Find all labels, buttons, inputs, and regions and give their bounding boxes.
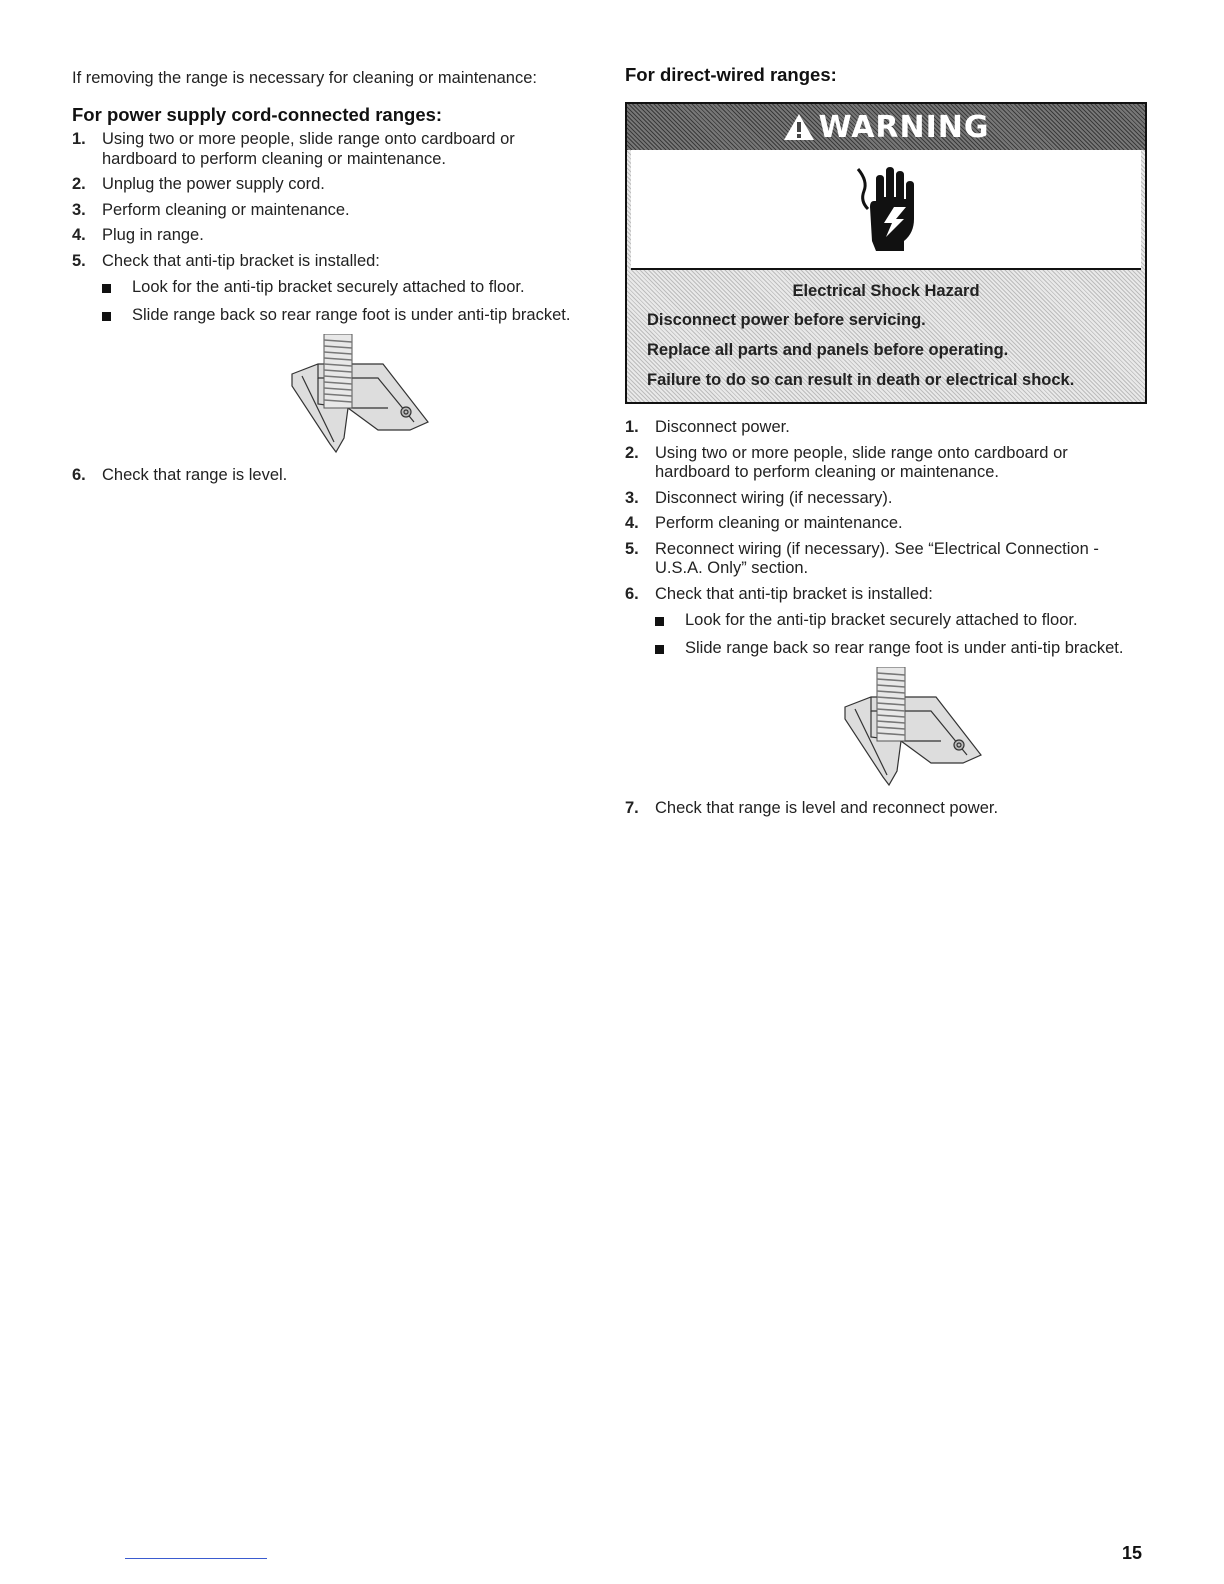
list-item: 6. Check that range is level. (72, 466, 288, 484)
list-item: 2. Using two or more people, slide range onto cardboard or hardboard to perform cleaning or maintenance. (625, 443, 1068, 481)
list-item: 7. Check that range is level and reconnect power. (625, 799, 999, 817)
warning-header (627, 104, 1145, 150)
bracket-check-bullets (655, 612, 1143, 657)
direct-wired-heading: For direct-wired ranges: (625, 64, 837, 85)
list-item: 2. Unplug the power supply cord. (72, 175, 325, 193)
cord-connected-steps (72, 130, 572, 486)
warning-line: Disconnect power before servicing. (647, 311, 926, 329)
cord-connected-heading: For power supply cord-connected ranges: (72, 104, 443, 125)
warning-icon-panel (631, 150, 1141, 270)
bullet-item: Look for the anti-tip bracket securely attached to floor. (102, 279, 572, 297)
electrical-shock-hand-icon (846, 161, 926, 257)
warning-box (625, 102, 1147, 404)
footer-rule (125, 1558, 267, 1559)
list-item: 5. Reconnect wiring (if necessary). See “Electrical Connection - U.S.A. Only” section. (625, 539, 1099, 577)
anti-tip-bracket-illustration (841, 667, 991, 789)
bracket-check-bullets (102, 279, 572, 324)
warning-title: WARNING (818, 109, 990, 145)
intro-text: If removing the range is necessary for cleaning or maintenance: (72, 69, 537, 87)
list-item: 6. Check that anti-tip bracket is installed: Look for the anti-tip bracket securely attached to floor. Slide range back so rear range foot is under anti-tip bracket. (625, 585, 1143, 790)
left-column (72, 64, 572, 492)
warning-line: Failure to do so can result in death or electrical shock. (647, 371, 1075, 389)
bullet-item: Slide range back so rear range foot is under anti-tip bracket. (102, 307, 572, 325)
direct-wired-steps (625, 418, 1143, 819)
warning-text (627, 270, 1145, 402)
right-column (625, 64, 1143, 825)
list-item: 5. Check that anti-tip bracket is installed: Look for the anti-tip bracket securely attached to floor. Slide range back so rear range foot is under anti-tip bracket. (72, 252, 572, 457)
list-item: 4. Plug in range. (72, 226, 204, 244)
warning-line: Replace all parts and panels before operating. (647, 341, 1009, 359)
warning-triangle-icon (782, 112, 816, 142)
hazard-title: Electrical Shock Hazard (792, 282, 980, 300)
bullet-item: Look for the anti-tip bracket securely attached to floor. (655, 612, 1143, 630)
list-item: 4. Perform cleaning or maintenance. (625, 514, 903, 532)
page-number: 15 (1121, 1543, 1142, 1563)
list-item: 1. Disconnect power. (625, 418, 790, 436)
anti-tip-bracket-illustration (288, 334, 438, 456)
list-item: 3. Perform cleaning or maintenance. (72, 200, 350, 219)
list-item: 3. Disconnect wiring (if necessary). (625, 488, 893, 507)
list-item: 1. Using two or more people, slide range onto cardboard or hardboard to perform cleaning or maintenance. (72, 130, 515, 168)
bullet-item: Slide range back so rear range foot is under anti-tip bracket. (655, 640, 1143, 658)
